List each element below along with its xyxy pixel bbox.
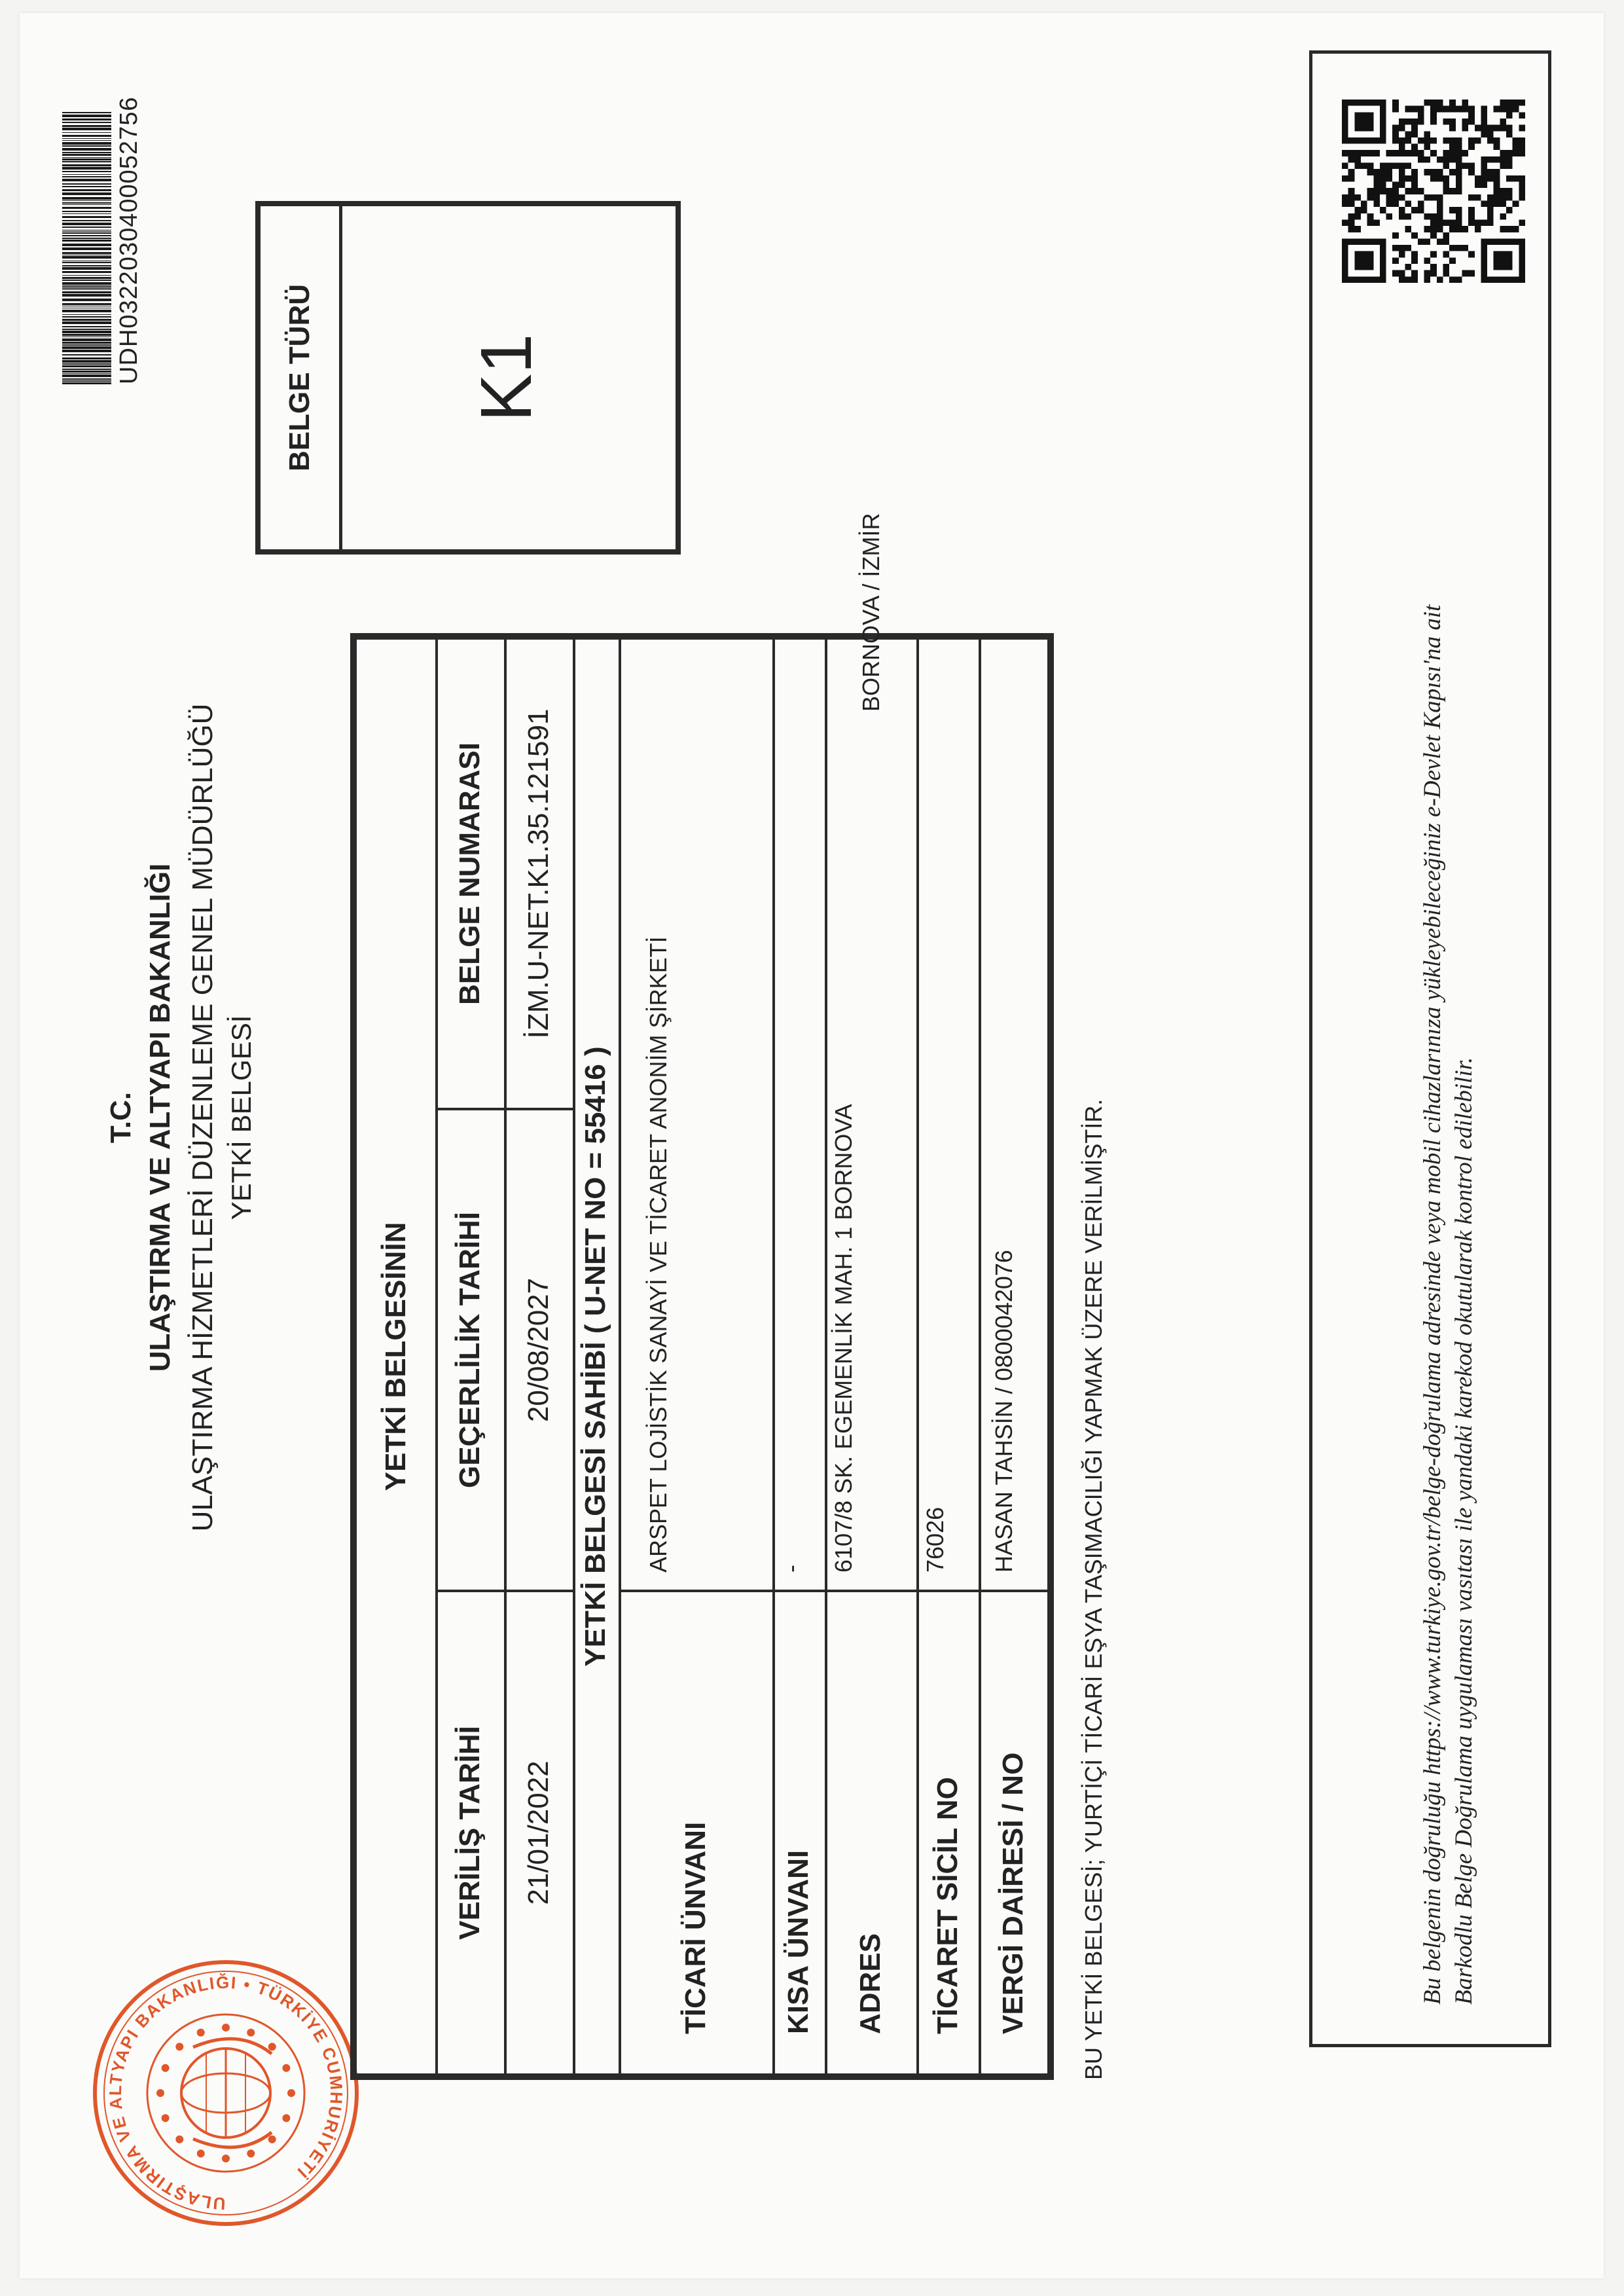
barcode-bar bbox=[62, 157, 111, 158]
barcode-bar bbox=[62, 211, 111, 212]
barcode-bar bbox=[62, 174, 111, 175]
barcode-bar bbox=[62, 138, 111, 139]
document-number-value: İZM.U-NET.K1.35.121591 bbox=[522, 708, 554, 1039]
barcode-bar bbox=[62, 299, 111, 301]
barcode-bar bbox=[62, 213, 111, 214]
barcode-bar bbox=[62, 122, 111, 123]
barcode-bar bbox=[62, 135, 111, 137]
barcode-bar bbox=[62, 277, 111, 279]
barcode-bar bbox=[62, 382, 111, 384]
barcode-bar bbox=[62, 179, 111, 181]
barcode-bar bbox=[62, 115, 111, 117]
value-trade-name: ARSPET LOJİSTİK SANAYİ VE TİCARET ANONİM ŞİRKETİ bbox=[645, 936, 672, 1573]
table-header-row bbox=[435, 640, 507, 2073]
barcode-bar bbox=[62, 265, 111, 266]
barcode-bar bbox=[62, 354, 111, 355]
seal-star-icon bbox=[268, 2043, 276, 2050]
seal-star-icon bbox=[162, 2064, 170, 2072]
barcode-bar bbox=[62, 303, 111, 305]
barcode-bar bbox=[62, 371, 111, 373]
barcode-bar bbox=[62, 252, 111, 254]
barcode-bar bbox=[62, 238, 111, 239]
barcode-bar bbox=[62, 344, 111, 346]
barcode-bar bbox=[62, 140, 111, 141]
barcode-bar bbox=[62, 200, 111, 201]
barcode-bar bbox=[62, 280, 111, 281]
barcode-bar bbox=[62, 125, 111, 127]
barcode-bar bbox=[62, 220, 111, 221]
label-trade-name: TİCARİ ÜNVANI bbox=[679, 1821, 712, 2034]
header-doc-title: YETKİ BELGESİ bbox=[226, 1015, 257, 1220]
ministry-seal-icon bbox=[88, 1956, 363, 2231]
barcode-bar bbox=[62, 342, 111, 344]
barcode-bar bbox=[62, 202, 111, 204]
row-short-name bbox=[772, 640, 827, 2073]
seal-star-icon bbox=[247, 2029, 255, 2037]
barcode-bar bbox=[62, 373, 111, 374]
barcode-bar bbox=[62, 350, 111, 352]
barcode-bar bbox=[62, 275, 111, 276]
barcode bbox=[62, 57, 143, 384]
header-document-number: BELGE NUMARASI bbox=[453, 742, 486, 1005]
barcode-bar bbox=[62, 142, 111, 145]
barcode-bar bbox=[62, 158, 111, 160]
barcode-bar bbox=[62, 167, 111, 170]
barcode-bar bbox=[62, 363, 111, 365]
seal-star-icon bbox=[268, 2136, 276, 2143]
barcode-bar bbox=[62, 189, 111, 191]
barcode-bar bbox=[62, 247, 111, 250]
header-issue-date: VERİLİŞ TARİHİ bbox=[453, 1726, 486, 1940]
barcode-bar bbox=[62, 291, 111, 293]
barcode-bar bbox=[62, 164, 111, 166]
barcode-bar bbox=[62, 365, 111, 367]
seal-star-icon bbox=[162, 2114, 170, 2122]
seal-star-icon bbox=[197, 2029, 205, 2037]
barcode-bar bbox=[62, 207, 111, 209]
document-type-label: BELGE TÜRÜ bbox=[261, 206, 342, 549]
barcode-bar bbox=[62, 338, 111, 341]
barcode-bar bbox=[62, 310, 111, 312]
barcode-bar bbox=[62, 256, 111, 259]
barcode-bar bbox=[62, 128, 111, 130]
barcode-bar bbox=[62, 378, 111, 380]
barcode-bar bbox=[62, 183, 111, 185]
barcode-bar bbox=[62, 145, 111, 147]
value-trade-registry: 76026 bbox=[922, 1506, 948, 1573]
barcode-bar bbox=[62, 186, 111, 187]
header-tc: T.C. bbox=[105, 1091, 137, 1144]
permit-note: BU YETKİ BELGESİ; YURTİÇİ TİCARİ EŞYA TAŞIMACILIĞI YAPMAK ÜZERE VERİLMİŞTİR. bbox=[1080, 1099, 1107, 2080]
document-type-box bbox=[255, 201, 681, 555]
barcode-bar bbox=[62, 346, 111, 349]
verification-box bbox=[1309, 50, 1551, 2047]
barcode-bar bbox=[62, 223, 111, 225]
barcode-bar bbox=[62, 319, 111, 321]
barcode-bar bbox=[62, 294, 111, 297]
barcode-bar bbox=[62, 289, 111, 290]
barcode-bar bbox=[62, 197, 111, 200]
barcode-bar bbox=[62, 329, 111, 330]
owner-title-row bbox=[573, 640, 621, 2073]
barcode-bar bbox=[62, 374, 111, 377]
seal-star-icon bbox=[222, 2024, 230, 2032]
label-tax-office: VERGİ DAİRESİ / NO bbox=[996, 1752, 1029, 2034]
barcode-bar bbox=[62, 235, 111, 236]
barcode-bar bbox=[62, 267, 111, 270]
value-address: 6107/8 SK. EGEMENLİK MAH. 1 BORNOVA bbox=[830, 1104, 857, 1573]
barcode-bar bbox=[62, 240, 111, 242]
barcode-bar bbox=[62, 232, 111, 234]
label-short-name: KISA ÜNVANI bbox=[782, 1850, 814, 2034]
barcode-bar bbox=[62, 282, 111, 285]
barcode-bar bbox=[62, 171, 111, 172]
barcode-bar bbox=[62, 132, 111, 133]
barcode-bar bbox=[62, 231, 111, 232]
seal-star-icon bbox=[156, 2089, 164, 2097]
barcode-bar bbox=[62, 326, 111, 327]
barcode-bar bbox=[62, 112, 111, 113]
seal-star-icon bbox=[282, 2064, 290, 2072]
barcode-bar bbox=[62, 360, 111, 363]
barcode-bar bbox=[62, 380, 111, 382]
barcode-bar bbox=[62, 154, 111, 156]
value-short-name: - bbox=[778, 1565, 804, 1573]
header-directorate: ULAŞTIRMA HİZMETLERİ DÜZENLEME GENEL MÜDÜRLÜĞÜ bbox=[187, 703, 219, 1532]
header-validity-date: GEÇERLİLİK TARİHİ bbox=[453, 1211, 486, 1489]
barcode-bar bbox=[62, 227, 111, 228]
seal-star-icon bbox=[222, 2155, 230, 2162]
barcode-number: UDH0322030400052756 bbox=[115, 96, 143, 384]
row-tax-office bbox=[979, 640, 1047, 2073]
document-type-value: K1 bbox=[465, 333, 547, 422]
barcode-bar bbox=[62, 271, 111, 273]
value-address-city: BORNOVA / İZMİR bbox=[857, 513, 884, 712]
header-ministry: ULAŞTIRMA VE ALTYAPI BAKANLIĞI bbox=[144, 863, 176, 1372]
verification-text: Bu belgenin doğruluğu https://www.turkiye.gov.tr/belge-doğrulama adresinde veya mobil cihazlarınıza yükleyebileceğiniz e-Devlet Kapısı'na ait Barkodlu Belge Doğrulama uygulaması vasıtası ile yandaki karekod okutularak kontrol edilebilir. bbox=[1419, 604, 1477, 2005]
label-trade-registry: TİCARET SİCİL NO bbox=[931, 1777, 964, 2034]
barcode-bar bbox=[62, 176, 111, 177]
barcode-bar bbox=[62, 285, 111, 287]
seal-star-icon bbox=[197, 2149, 205, 2157]
permit-table bbox=[350, 513, 1054, 2080]
label-address: ADRES bbox=[854, 1933, 886, 2034]
barcode-bar bbox=[62, 357, 111, 359]
row-trade-name bbox=[619, 640, 775, 2073]
barcode-bar bbox=[62, 314, 111, 315]
table-section-title: YETKİ BELGESİNİN bbox=[380, 1222, 412, 1491]
seal-star-icon bbox=[175, 2136, 183, 2143]
barcode-bar bbox=[62, 216, 111, 218]
barcode-bar bbox=[62, 192, 111, 195]
issue-date-value: 21/01/2022 bbox=[522, 1760, 554, 1905]
seal-star-icon bbox=[175, 2043, 183, 2050]
seal-star-icon bbox=[282, 2114, 290, 2122]
row-trade-registry bbox=[916, 640, 981, 2073]
barcode-bar bbox=[62, 262, 111, 263]
seal-ring-text: ULAŞTIRMA VE ALTYAPI BAKANLIĞI • TÜRKİYE CUMHURİYETİ bbox=[105, 1972, 347, 2214]
barcode-bar bbox=[62, 321, 111, 324]
barcode-bar bbox=[62, 152, 111, 153]
qr-code-icon[interactable] bbox=[1342, 100, 1525, 283]
owner-title: YETKİ BELGESİ SAHİBİ ( U-NET NO = 55416 ) bbox=[579, 1046, 611, 1667]
barcode-bar bbox=[62, 334, 111, 336]
barcode-bar bbox=[62, 118, 111, 120]
row-address bbox=[825, 513, 919, 2073]
barcode-bars bbox=[62, 57, 111, 384]
barcode-bar bbox=[62, 316, 111, 318]
table-values-row bbox=[504, 640, 575, 2073]
barcode-bar bbox=[62, 331, 111, 333]
table-section-title-row bbox=[357, 640, 438, 2073]
barcode-bar bbox=[62, 369, 111, 370]
barcode-bar bbox=[62, 204, 111, 205]
barcode-bar bbox=[62, 244, 111, 246]
validity-date-value: 20/08/2027 bbox=[522, 1277, 554, 1423]
barcode-bar bbox=[62, 148, 111, 151]
barcode-bar bbox=[62, 287, 111, 289]
barcode-bar bbox=[62, 161, 111, 162]
seal-star-icon bbox=[287, 2089, 295, 2097]
seal-star-icon bbox=[247, 2149, 255, 2157]
value-tax-office: HASAN TAHSİN / 0800042076 bbox=[990, 1250, 1017, 1573]
